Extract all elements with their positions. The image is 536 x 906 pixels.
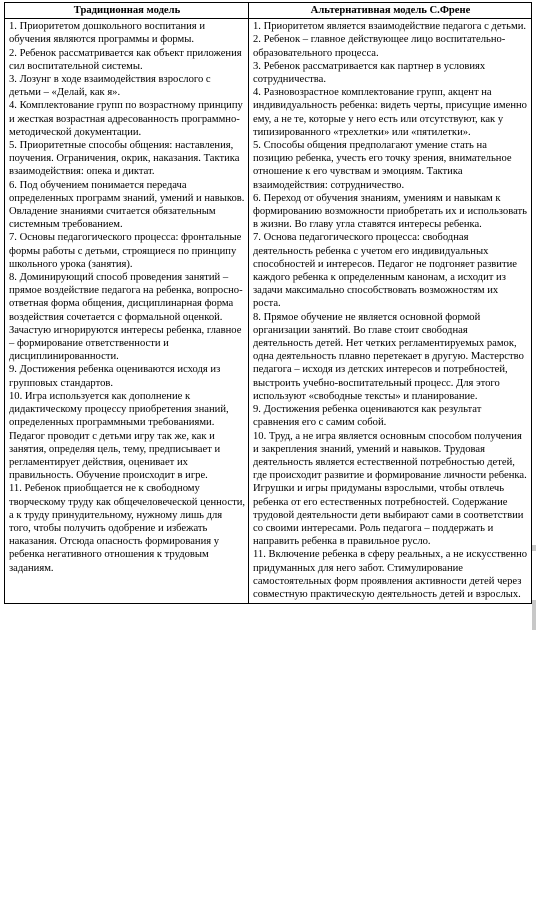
alternative-item-8: 8. Прямое обучение не является основной формой организации занятий. Во главе стоит свободная деятельность детей. Нет четких регламентируемых рамок, одна деятельность плавно перетекает в другую. Мастерство педагога – исходя из детских интересов и потребностей, выстроить учебно-воспитательный процесс. Для этого используют «свободные тексты» и планирование. [253, 311, 524, 402]
comparison-table [4, 2, 532, 604]
alternative-item-4: 4. Разновозрастное комплектование групп, акцент на индивидуальность ребенка: видеть черты, присущие именно ему, а не те, которые у него есть или отсутствуют, как у типизированного «трехлетки» или «пятилетки». [253, 87, 527, 138]
traditional-item-6: 6. Под обучением понимается передача определенных программ знаний, умений и навыков. Овладение знаниями считается обязательным системным требованием. [9, 179, 245, 231]
traditional-item-8: 8. Доминирующий способ проведения занятий – прямое воздействие педагога на ребенка, вопросно-ответная форма общения, дисциплинарная форма воздействия сочетается с формальной оценкой. Зачастую игнорируются интересы ребенка, главное – формирование ответственности и дисциплинированности. [9, 272, 243, 363]
traditional-item-3: 3. Лозунг в ходе взаимодействия взрослого с детьми – «Делай, как я». [9, 74, 211, 99]
table-header-row [5, 3, 532, 19]
header-alternative: Альтернативная модель С.Френе [249, 3, 532, 19]
header-traditional: Традиционная модель [5, 3, 249, 19]
alternative-item-9: 9. Достижения ребенка оцениваются как результат сравнения его с самим собой. [253, 404, 482, 429]
alternative-item-6: 6. Переход от обучения знаниям, умениям и навыкам к формированию возможности приобретать их и использовать в жизни. Во главу угла ставятся интересы ребенка. [253, 192, 527, 231]
traditional-item-4: 4. Комплектование групп по возрастному принципу и жесткая возрастная адресованность программно-методической документации. [9, 100, 243, 138]
alternative-item-1: 1. Приоритетом является взаимодействие педагога с детьми. [253, 21, 527, 33]
alternative-item-10: 10. Труд, а не игра является основным способом получения и закрепления знаний, умений и навыков. Трудовая деятельность является естественной потребностью детей, где происходит развитие и формирование личности ребенка. Игрушки и игры придуманы взрослыми, чтобы отвлечь ребенка от его естественных потребностей. Содержание трудовой деятельности дети выбирают сами в соответствии со своими интересами. Роль педагога – поддержать и направить ребенка в правильное русло. [253, 430, 527, 548]
traditional-item-9: 9. Достижения ребенка оцениваются исходя из групповых стандартов. [9, 364, 221, 389]
page-edge-mark [532, 545, 536, 551]
alternative-item-5: 5. Способы общения предполагают умение стать на позицию ребенка, учесть его точку зрения, внимательное отношение к его чувствам и эмоциям. Тактика взаимодействия: сотрудничество. [253, 140, 512, 191]
traditional-item-5: 5. Приоритетные способы общения: наставления, поучения. Ограничения, окрик, наказания. Тактика взаимодействия: опека и диктат. [9, 140, 240, 178]
alternative-item-11: 11. Включение ребенка в сферу реальных, а не искусственно придуманных для него забот. Стимулирование самостоятельных форм проявления активности детей через совместную практическую деятельность детей и взрослых. [253, 549, 528, 600]
traditional-column [5, 19, 249, 604]
traditional-item-2: 2. Ребенок рассматривается как объект приложения сил воспитательной системы. [9, 47, 242, 72]
alternative-item-3: 3. Ребенок рассматривается как партнер в условиях сотрудничества. [253, 60, 486, 86]
alternative-column [249, 19, 532, 604]
page-edge-mark [532, 600, 536, 630]
traditional-item-1: 1. Приоритетом дошкольного воспитания и обучения являются программы и формы. [9, 21, 205, 46]
alternative-item-2: 2. Ребенок – главное действующее лицо воспитательно-образовательного процесса. [253, 34, 506, 59]
traditional-item-7: 7. Основы педагогического процесса: фронтальные формы работы с детьми, строящиеся по принципу школьного урока (занятия). [9, 232, 242, 270]
traditional-item-10: 10. Игра используется как дополнение к дидактическому процессу приобретения знаний, определенных программными требованиями. Педагог проводит с детьми игру так же, как и занятия, определяя цель, тему, предписывает и регламентирует действия, оценивает их правильность. Обучение происходит в игре. [9, 390, 229, 482]
traditional-item-11: 11. Ребенок приобщается не к свободному творческому труду как общечеловеческой ценности, а к труду принудительному, нужному лишь для того, чтобы получить одобрение и избежать наказания. Отсюда опасность формирования у ребенка негативного отношения к трудовым заданиям. [9, 483, 246, 574]
table-row [5, 19, 532, 604]
alternative-item-7: 7. Основа педагогического процесса: свободная деятельность ребенка с учетом его индивидуальных способностей и интересов. Педагог не подгоняет развитие каждого ребенка к определенным канонам, а исходит из задачи максимально способствовать возможностям их роста. [253, 232, 517, 310]
